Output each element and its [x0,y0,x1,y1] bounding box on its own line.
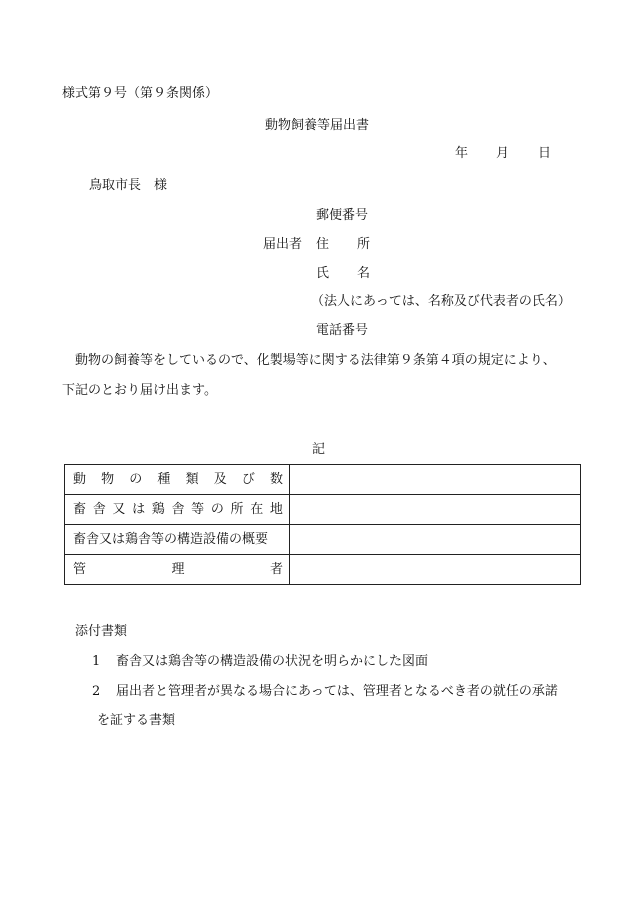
table-row [65,525,581,555]
postal-code-label: 郵便番号 [316,208,369,223]
table-row [65,555,581,585]
date-year-label: 年 [455,146,469,161]
label-char: 所 [230,502,244,517]
label-char: 舎 [92,502,106,517]
label-char: 畜 [73,502,87,517]
row-label-manager [65,555,290,585]
address-label [316,237,370,253]
value-cell[interactable] [290,495,581,525]
phone-label: 電話番号 [316,323,369,338]
address-label-char: 住 [316,237,330,252]
label-char: 種 [157,472,171,487]
notification-table [64,464,581,585]
spread-label [73,495,283,524]
label-char: は [132,502,146,517]
date-day-label: 日 [538,146,552,161]
body-text-line1: 動物の飼養等をしているので、化製場等に関する法律第９条第４項の規定により、 [75,353,556,368]
label-char: 者 [269,562,283,577]
address-label-char: 所 [356,237,370,252]
name-label [316,266,370,282]
label-char: 鶏 [151,502,165,517]
label-text: 畜舎又は鶏舎等の構造設備の概要 [73,532,269,547]
date-month-label: 月 [496,146,510,161]
label-char: 類 [185,472,199,487]
table-row [65,495,581,525]
label-char: 理 [171,562,185,577]
spread-label [73,465,283,494]
name-label-char: 名 [356,266,370,281]
label-char: 等 [191,502,205,517]
attachment-number: 2 [92,684,101,699]
label-char: の [210,502,224,517]
row-label-barn-location [65,495,290,525]
name-label-char: 氏 [316,266,330,281]
notifier-heading: 届出者 [263,237,303,252]
addressee: 鳥取市長 様 [89,178,168,193]
label-char: 管 [73,562,87,577]
label-char: 舎 [171,502,185,517]
value-cell[interactable] [290,555,581,585]
spread-label [73,555,283,584]
attachment-text-continuation: を証する書類 [97,713,176,728]
label-char: 及 [213,472,227,487]
label-char: の [129,472,143,487]
label-char: 動 [73,472,87,487]
value-cell[interactable] [290,465,581,495]
corporation-note: （法人にあっては、名称及び代表者の氏名） [311,294,571,309]
label-char: 又 [112,502,126,517]
attachment-text: 畜舎又は鶏舎等の構造設備の状況を明らかにした図面 [116,654,429,669]
table-row [65,465,581,495]
value-cell[interactable] [290,525,581,555]
record-mark: 記 [312,442,326,457]
body-text-line2: 下記のとおり届け出ます。 [62,383,217,398]
attachment-text: 届出者と管理者が異なる場合にあっては、管理者となるべき者の就任の承諾 [116,684,558,699]
document-title: 動物飼養等届出書 [265,118,370,133]
label-char: 物 [101,472,115,487]
row-label-barn-structure-summary [65,525,290,555]
attachment-number: 1 [92,654,101,669]
row-label-animal-type-and-count [65,465,290,495]
label-char: び [241,472,255,487]
label-char: 在 [250,502,264,517]
form-number: 様式第９号（第９条関係） [62,86,219,101]
attachments-heading: 添付書類 [75,624,128,639]
label-char: 数 [269,472,283,487]
label-char: 地 [269,502,283,517]
